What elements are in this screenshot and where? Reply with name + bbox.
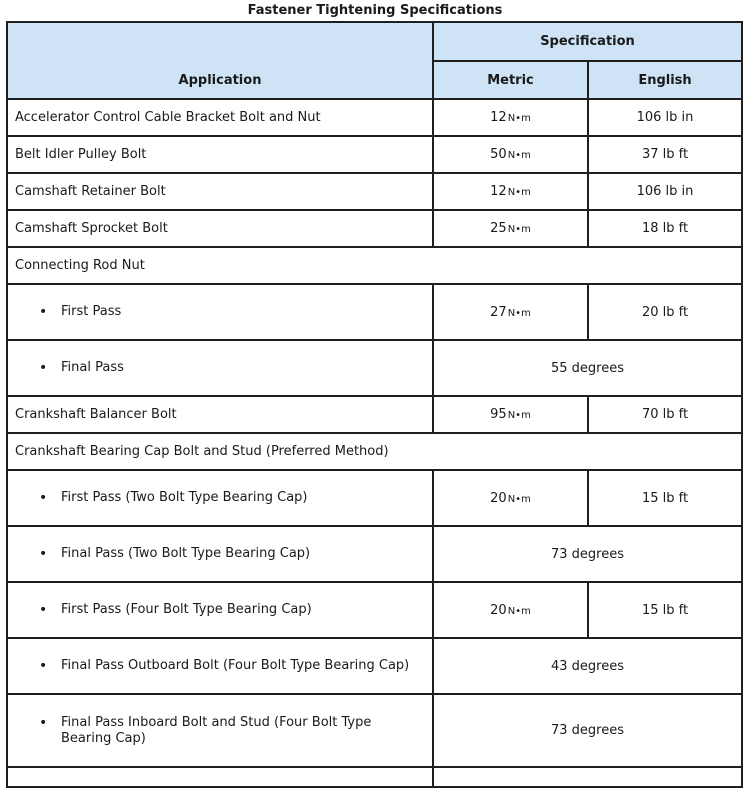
metric-value: 25 [490,221,507,236]
spec-cell [433,767,742,787]
application-cell [7,340,433,396]
bullet-icon: • [39,658,48,674]
metric-value: 12 [490,110,507,125]
english-cell: 106 lb in [588,99,742,136]
fastener-spec-table [6,21,743,788]
spec-cell: 43 degrees [433,638,742,694]
table-row [7,136,742,173]
application-cell [7,767,433,787]
english-cell: 15 lb ft [588,582,742,638]
metric-cell [433,173,588,210]
english-cell: 106 lb in [588,173,742,210]
metric-unit: N•m [507,493,531,505]
table-row [7,526,742,582]
english-header: English [588,61,742,99]
english-cell: 37 lb ft [588,136,742,173]
application-cell: Accelerator Control Cable Bracket Bolt and Nut [7,99,433,136]
metric-cell [433,136,588,173]
metric-unit: N•m [507,113,531,124]
spec-cell: 55 degrees [433,340,742,396]
application-cell [7,526,433,582]
table-row [7,582,742,638]
english-cell: 18 lb ft [588,210,742,247]
metric-value: 12 [490,184,507,199]
metric-cell [433,99,588,136]
application-text: First Pass (Four Bolt Type Bearing Cap) [61,602,312,617]
table-row [7,210,742,247]
bullet-icon: • [39,602,48,618]
table-row [7,284,742,340]
spec-cell: 73 degrees [433,694,742,767]
application-header: Application [7,22,433,99]
metric-value: 27 [490,304,507,320]
english-cell: 20 lb ft [588,284,742,340]
metric-cell [433,210,588,247]
metric-value: 20 [490,490,507,506]
metric-value: 50 [490,147,507,162]
metric-cell [433,470,588,526]
application-text: Final Pass Outboard Bolt (Four Bolt Type Bearing Cap) [61,658,410,673]
application-cell [7,638,433,694]
bullet-icon: • [39,360,48,376]
application-cell [7,582,433,638]
english-cell: 15 lb ft [588,470,742,526]
metric-unit: N•m [507,224,531,235]
english-cell: 70 lb ft [588,396,742,433]
application-cell [7,284,433,340]
bullet-icon: • [39,714,48,731]
metric-value: 20 [490,602,507,618]
table-row [7,340,742,396]
metric-unit: N•m [507,605,531,617]
table-title: Fastener Tightening Specifications [247,3,503,18]
metric-unit: N•m [507,187,531,198]
bullet-icon: • [39,546,48,562]
metric-unit: N•m [507,307,531,319]
group-heading-cell: Crankshaft Bearing Cap Bolt and Stud (Preferred Method) [7,433,742,470]
table-row [7,470,742,526]
table-row [7,396,742,433]
application-text: Final Pass (Two Bolt Type Bearing Cap) [61,546,311,561]
application-text: Final Pass Inboard Bolt and Stud (Four Bolt Type Bearing Cap) [61,714,372,746]
application-cell: Camshaft Sprocket Bolt [7,210,433,247]
application-text: Final Pass [61,360,124,375]
metric-cell [433,582,588,638]
spec-cell: 73 degrees [433,526,742,582]
metric-cell [433,396,588,433]
group-heading-cell: Connecting Rod Nut [7,247,742,284]
table-row [7,638,742,694]
metric-header: Metric [433,61,588,99]
application-cell: Belt Idler Pulley Bolt [7,136,433,173]
metric-value: 95 [490,407,507,422]
table-row [7,694,742,767]
application-text: First Pass [61,304,122,319]
bullet-icon: • [39,490,48,506]
application-cell [7,694,433,767]
metric-unit: N•m [507,150,531,161]
table-row [7,247,742,284]
bullet-icon: • [39,304,48,320]
table-row [7,173,742,210]
table-row-partial [7,767,742,787]
table-row [7,99,742,136]
application-cell: Camshaft Retainer Bolt [7,173,433,210]
table-row [7,433,742,470]
specification-header: Specification [433,22,742,61]
application-text: First Pass (Two Bolt Type Bearing Cap) [61,490,308,505]
application-cell: Crankshaft Balancer Bolt [7,396,433,433]
metric-unit: N•m [507,410,531,421]
application-cell [7,470,433,526]
metric-cell [433,284,588,340]
